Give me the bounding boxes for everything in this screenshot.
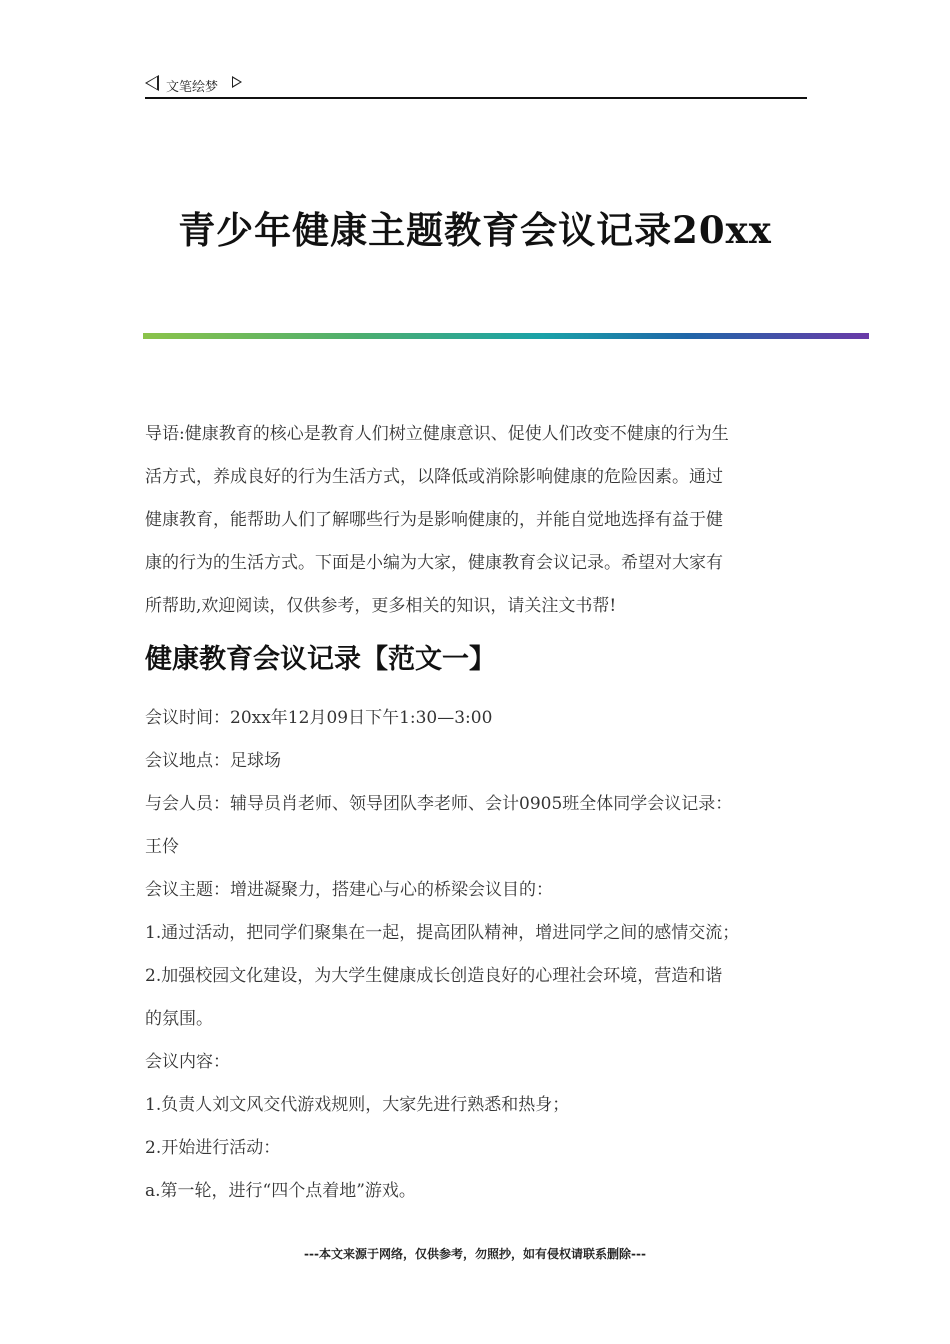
body-line: 王伶 bbox=[145, 837, 179, 857]
intro-paragraph bbox=[145, 413, 805, 628]
page-header bbox=[145, 73, 807, 97]
intro-line: 导语:健康教育的核心是教育人们树立健康意识、促使人们改变不健康的行为生 bbox=[145, 424, 729, 444]
body-line: 的氛围。 bbox=[145, 1009, 213, 1029]
body-line: 1.通过活动，把同学们聚集在一起，提高团队精神，增进同学之间的感情交流； bbox=[145, 923, 740, 943]
body-line: 1.负责人刘文风交代游戏规则，大家先进行熟悉和热身； bbox=[145, 1095, 570, 1115]
body-line: 2.加强校园文化建设，为大学生健康成长创造良好的心理社会环境，营造和谐 bbox=[145, 966, 723, 986]
intro-line: 康的行为的生活方式。下面是小编为大家，健康教育会议记录。希望对大家有 bbox=[145, 553, 723, 573]
gradient-divider bbox=[143, 333, 869, 339]
body-line: 会议时间：20xx年12月09日下午1:30—3:00 bbox=[145, 708, 493, 728]
body-line: a.第一轮，进行“四个点着地”游戏。 bbox=[145, 1181, 416, 1201]
section-heading: 健康教育会议记录【范文一】 bbox=[145, 644, 496, 675]
body-line: 会议内容： bbox=[145, 1052, 230, 1072]
header-divider bbox=[145, 97, 807, 99]
document-title: 青少年健康主题教育会议记录20xx bbox=[178, 208, 772, 252]
body-line: 会议主题：增进凝聚力，搭建心与心的桥梁会议目的： bbox=[145, 880, 553, 900]
meeting-record-body bbox=[145, 697, 807, 1213]
right-triangle-icon bbox=[232, 76, 242, 88]
page-footer: ---本文来源于网络，仅供参考，勿照抄，如有侵权请联系删除--- bbox=[304, 1247, 646, 1261]
body-line: 会议地点：足球场 bbox=[145, 751, 281, 771]
body-line: 与会人员：辅导员肖老师、领导团队李老师、会计0905班全体同学会议记录： bbox=[145, 794, 733, 814]
intro-line: 活方式，养成良好的行为生活方式，以降低或消除影响健康的危险因素。通过 bbox=[145, 467, 723, 487]
intro-line: 健康教育，能帮助人们了解哪些行为是影响健康的，并能自觉地选择有益于健 bbox=[145, 510, 723, 530]
header-brand: 文笔绘梦 bbox=[166, 80, 219, 95]
left-triangle-icon bbox=[145, 75, 159, 91]
body-line: 2.开始进行活动： bbox=[145, 1138, 281, 1158]
intro-line: 所帮助,欢迎阅读，仅供参考，更多相关的知识，请关注文书帮! bbox=[145, 596, 617, 616]
